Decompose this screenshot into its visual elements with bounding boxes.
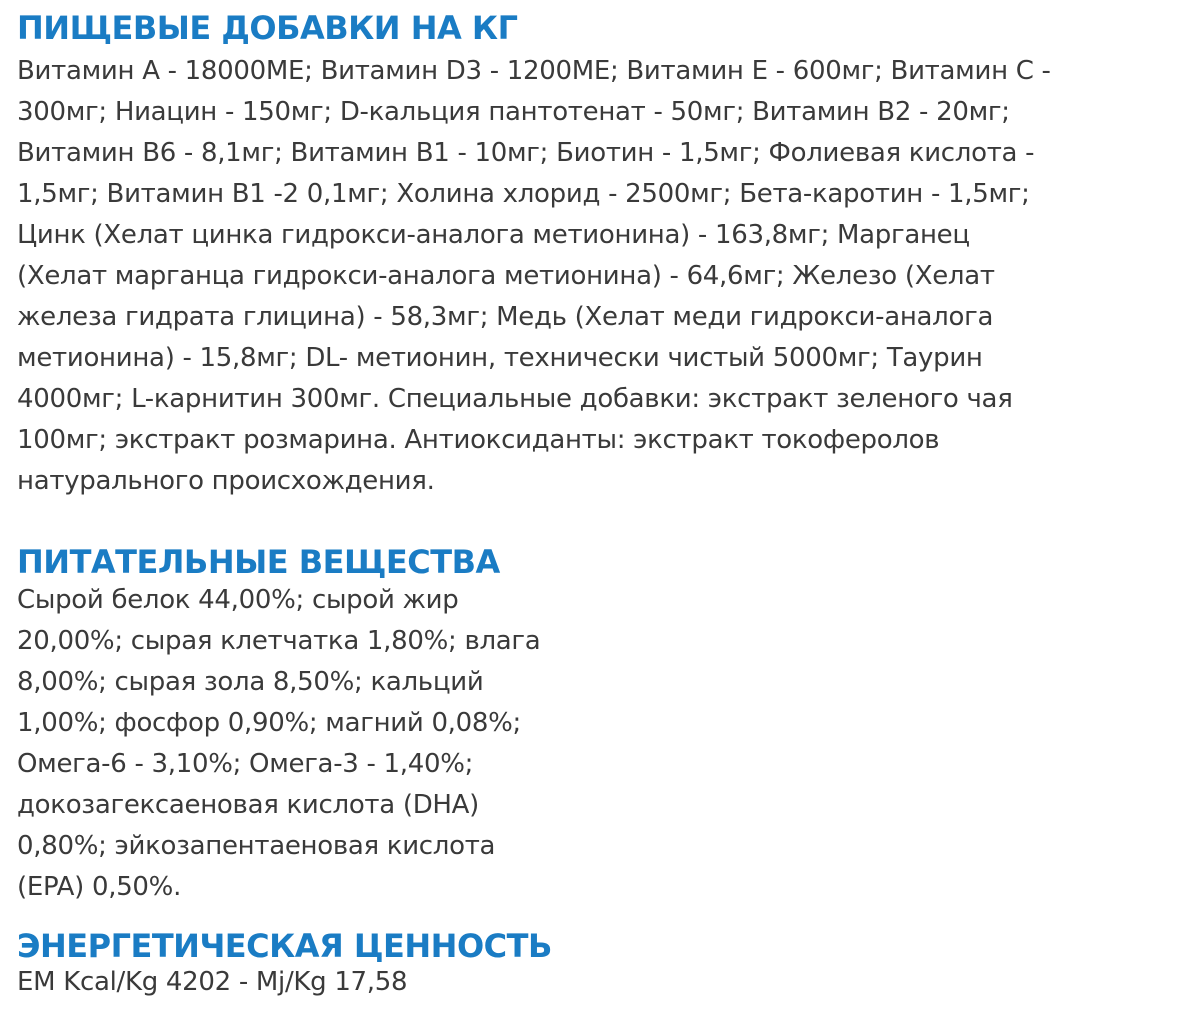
- text-line: Омега-6 - 3,10%; Омега-3 - 1,40%;: [17, 749, 474, 779]
- text-line: Цинк (Хелат цинка гидрокси-аналога метионина) - 163,8мг; Марганец: [17, 220, 970, 250]
- text-line: натурального происхождения.: [17, 466, 435, 496]
- section-title-energy-value: ЭНЕРГЕТИЧЕСКАЯ ЦЕННОСТЬ: [17, 927, 552, 965]
- section-nutrients: [17, 538, 1184, 922]
- text-line: Витамин В6 - 8,1мг; Витамин В1 - 10мг; Биотин - 1,5мг; Фолиевая кислота -: [17, 138, 1035, 168]
- text-line: (EPA) 0,50%.: [17, 872, 182, 902]
- text-line: Сырой белок 44,00%; сырой жир: [17, 585, 459, 615]
- text-line: (Хелат марганца гидрокси-аналога метионина) - 64,6мг; Железо (Хелат: [17, 261, 995, 291]
- section-title-feed-additives: ПИЩЕВЫЕ ДОБАВКИ НА КГ: [17, 9, 518, 47]
- text-line: 0,80%; эйкозапентаеновая кислота: [17, 831, 496, 861]
- text-line: 300мг; Ниацин - 150мг; D-кальция пантотенат - 50мг; Витамин В2 - 20мг;: [17, 97, 1010, 127]
- text-line: 8,00%; сырая зола 8,50%; кальций: [17, 667, 484, 697]
- section-text-energy-value: [17, 962, 1184, 1003]
- text-line: 1,00%; фосфор 0,90%; магний 0,08%;: [17, 708, 521, 738]
- text-line: докозагексаеновая кислота (DHA): [17, 790, 480, 820]
- section-text-feed-additives: [17, 51, 1184, 502]
- text-line: 100мг; экстракт розмарина. Антиоксиданты: экстракт токоферолов: [17, 425, 940, 455]
- text-line: метионина) - 15,8мг; DL- метионин, технически чистый 5000мг; Таурин: [17, 343, 983, 373]
- text-line: 20,00%; сырая клетчатка 1,80%; влага: [17, 626, 541, 656]
- text-line: ЕМ Kcal/Kg 4202 - Mj/Kg 17,58: [17, 967, 408, 997]
- text-line: 4000мг; L-карнитин 300мг. Специальные добавки: экстракт зеленого чая: [17, 384, 1013, 414]
- section-feed-additives: [17, 4, 1184, 538]
- text-line: 1,5мг; Витамин В1 -2 0,1мг; Холина хлорид - 2500мг; Бета-каротин - 1,5мг;: [17, 179, 1030, 209]
- section-energy-value: [17, 922, 1184, 1012]
- section-title-nutrients: ПИТАТЕЛЬНЫЕ ВЕЩЕСТВА: [17, 543, 500, 581]
- section-text-nutrients: [17, 580, 1184, 908]
- text-line: железа гидрата глицина) - 58,3мг; Медь (Хелат меди гидрокси-аналога: [17, 302, 994, 332]
- text-line: Витамин А - 18000МЕ; Витамин D3 - 1200МЕ; Витамин Е - 600мг; Витамин С -: [17, 56, 1051, 86]
